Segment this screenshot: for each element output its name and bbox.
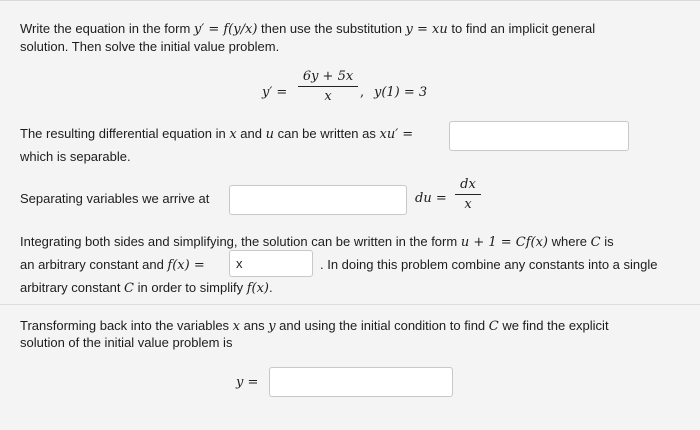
fraction-numerator: 6y + 5x: [302, 69, 354, 84]
intro-line-1: Write the equation in the form y′ = f(y/x) then use the substitution y = xu to find an implicit general: [20, 21, 596, 37]
fraction-denominator: x: [324, 89, 332, 104]
equation-lhs: y′ =: [262, 85, 288, 100]
step3-line-2-prefix: an arbitrary constant and f(x) =: [20, 257, 205, 273]
equation-fraction: [298, 69, 358, 104]
substitution-expression: y = xu: [405, 22, 448, 37]
intro-line-2: solution. Then solve the initial value problem.: [20, 39, 280, 54]
step1-line-1: The resulting differential equation in x and u can be written as xu′ =: [20, 126, 414, 142]
xu-prime-answer-input[interactable]: [449, 121, 629, 151]
solution-form: u + 1 = Cf(x): [460, 235, 549, 250]
step3-line-2-suffix: . In doing this problem combine any constants into a single: [320, 257, 658, 272]
separation-answer-input[interactable]: [229, 185, 407, 215]
section-divider: [0, 304, 700, 305]
equation-comma: ,: [360, 85, 365, 100]
dx-over-x-fraction: dx x: [455, 177, 481, 212]
f-of-x-lhs: f(x) =: [167, 258, 205, 273]
separating-label: Separating variables we arrive at: [20, 191, 210, 206]
step1-line-2: which is separable.: [20, 149, 131, 164]
initial-condition: y(1) = 3: [374, 85, 428, 100]
y-equals-label: y =: [236, 375, 259, 390]
du-label: du =: [415, 191, 447, 206]
xu-prime-lhs: xu′ =: [379, 127, 414, 142]
explicit-solution-input[interactable]: [269, 367, 453, 397]
f-of-x-answer-input[interactable]: x: [229, 250, 313, 277]
step4-line-1: Transforming back into the variables x ans y and using the initial condition to find C we find the explicit: [20, 318, 609, 334]
step4-line-2: solution of the initial value problem is: [20, 335, 233, 350]
step3-line-1: Integrating both sides and simplifying, the solution can be written in the form u + 1 = Cf(x) where C is: [20, 234, 614, 250]
form-expression: y′ = f(y/x): [193, 22, 258, 37]
step3-line-3: arbitrary constant C in order to simplify f(x).: [20, 280, 273, 296]
